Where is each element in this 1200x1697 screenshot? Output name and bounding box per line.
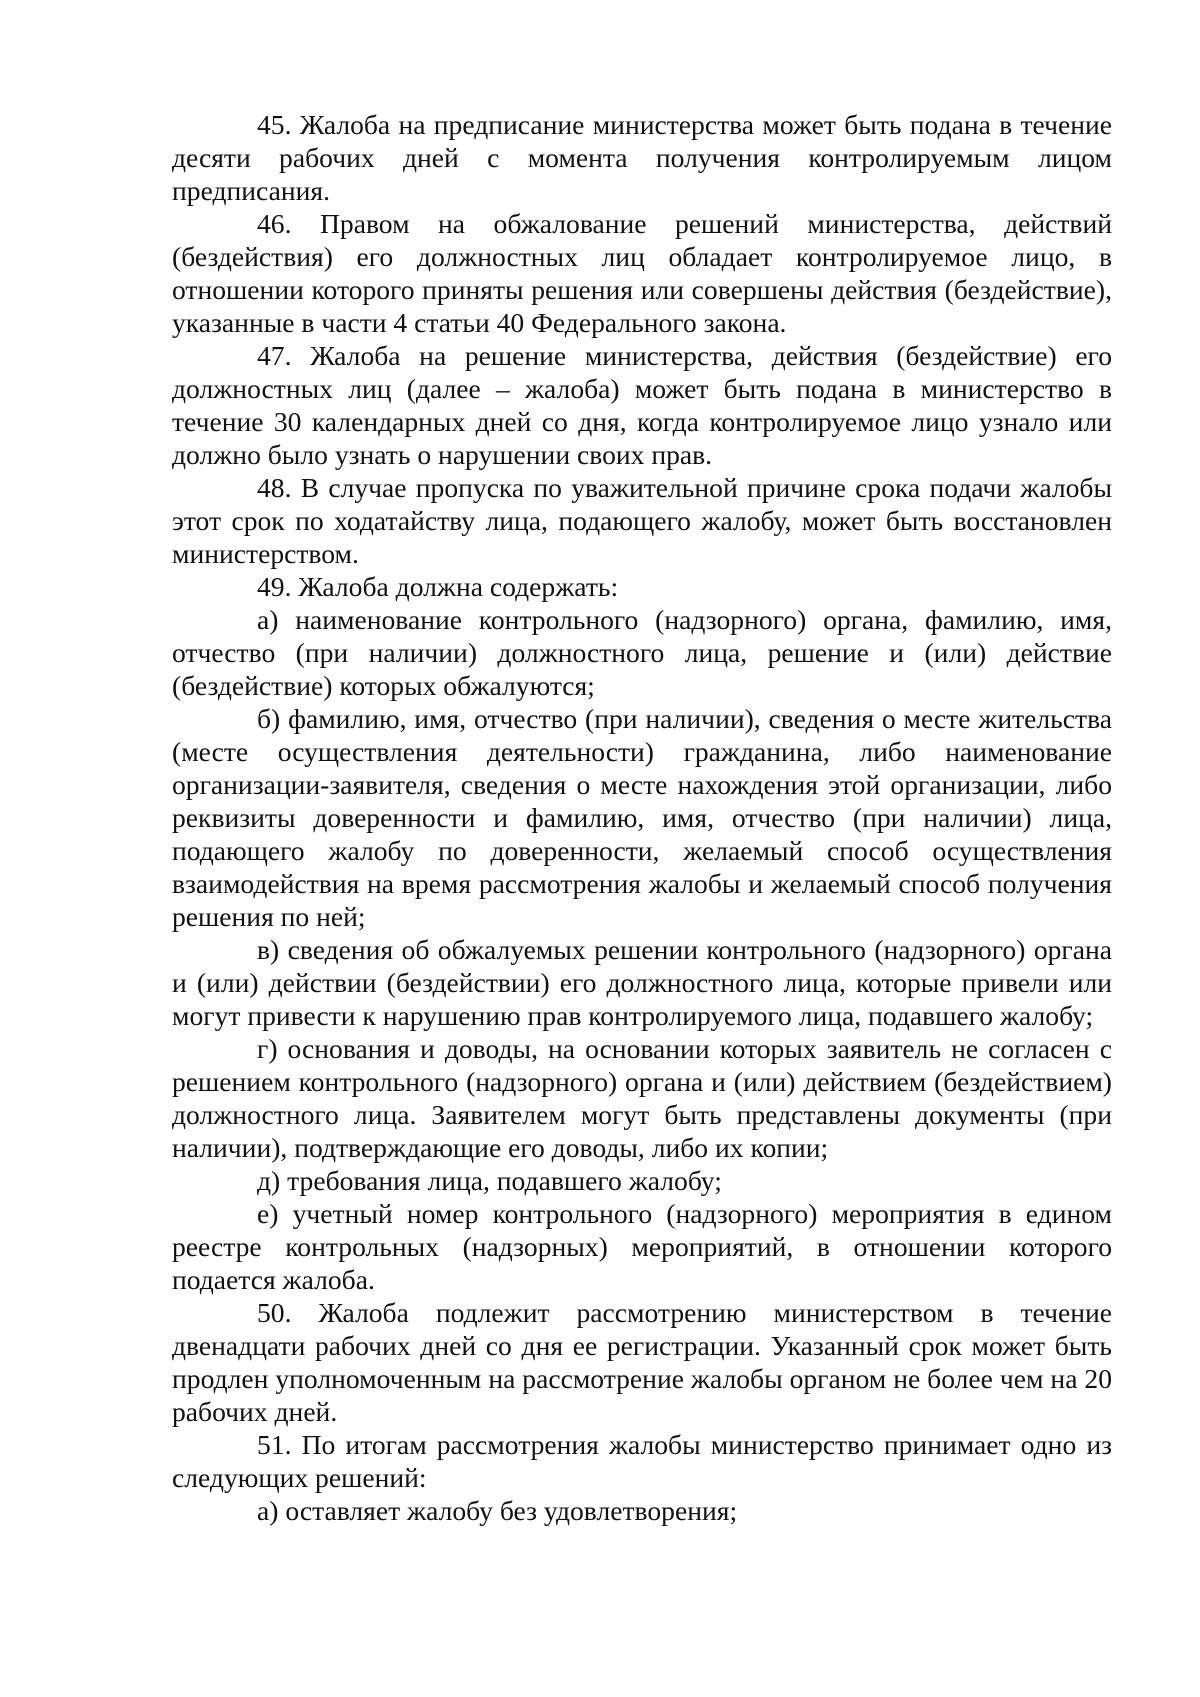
paragraph-45: 45. Жалоба на предписание министерства может быть подана в течение десяти рабочих дней с момента получения контролируемым лицом предписания. [172,109,1112,206]
paragraph-49-v: в) сведения об обжалуемых решении контрольного (надзорного) органа и (или) действии (бездействии) его должностного лица, которые привели или могут привести к нарушению прав контролируемого лица, подавшего жалобу; [172,934,1112,1031]
document-page [172,108,1112,1527]
paragraph-49-g: г) основания и доводы, на основании которых заявитель не согласен с решением контрольного (надзорного) органа и (или) действием (бездействием) должностного лица. Заявителем могут быть представлены документы (при наличии), подтверждающие его доводы, либо их копии; [172,1033,1112,1163]
paragraph-51: 51. По итогам рассмотрения жалобы министерство принимает одно из следующих решений: [172,1429,1112,1493]
paragraph-51-a: а) оставляет жалобу без удовлетворения; [257,1495,738,1526]
paragraph-48: 48. В случае пропуска по уважительной причине срока подачи жалобы этот срок по ходатайству лица, подающего жалобу, может быть восстановлен министерством. [172,472,1112,569]
paragraph-49-b: б) фамилию, имя, отчество (при наличии), сведения о месте жительства (месте осуществления деятельности) гражданина, либо наименование организации-заявителя, сведения о месте нахождения этой организации, либо реквизиты доверенности и фамилию, имя, отчество (при наличии) лица, подающего жалобу по доверенности, желаемый способ осуществления взаимодействия на время рассмотрения жалобы и желаемый способ получения решения по ней; [172,703,1112,932]
paragraph-49-e: е) учетный номер контрольного (надзорного) мероприятия в едином реестре контрольных (надзорных) мероприятий, в отношении которого подается жалоба. [172,1198,1112,1295]
paragraph-49-d: д) требования лица, подавшего жалобу; [257,1165,722,1196]
paragraph-50: 50. Жалоба подлежит рассмотрению министерством в течение двенадцати рабочих дней со дня ее регистрации. Указанный срок может быть продлен уполномоченным на рассмотрение жалобы органом не более чем на 20 рабочих дней. [172,1297,1112,1427]
paragraph-47: 47. Жалоба на решение министерства, действия (бездействие) его должностных лиц (далее – жалоба) может быть подана в министерство в течение 30 календарных дней со дня, когда контролируемое лицо узнало или должно было узнать о нарушении своих прав. [172,340,1112,470]
paragraph-49-a: а) наименование контрольного (надзорного) органа, фамилию, имя, отчество (при наличии) должностного лица, решение и (или) действие (бездействие) которых обжалуются; [172,604,1112,701]
paragraph-46: 46. Правом на обжалование решений министерства, действий (бездействия) его должностных лиц обладает контролируемое лицо, в отношении которого приняты решения или совершены действия (бездействие), указанные в части 4 статьи 40 Федерального закона. [172,208,1112,338]
paragraph-49: 49. Жалоба должна содержать: [257,571,619,602]
